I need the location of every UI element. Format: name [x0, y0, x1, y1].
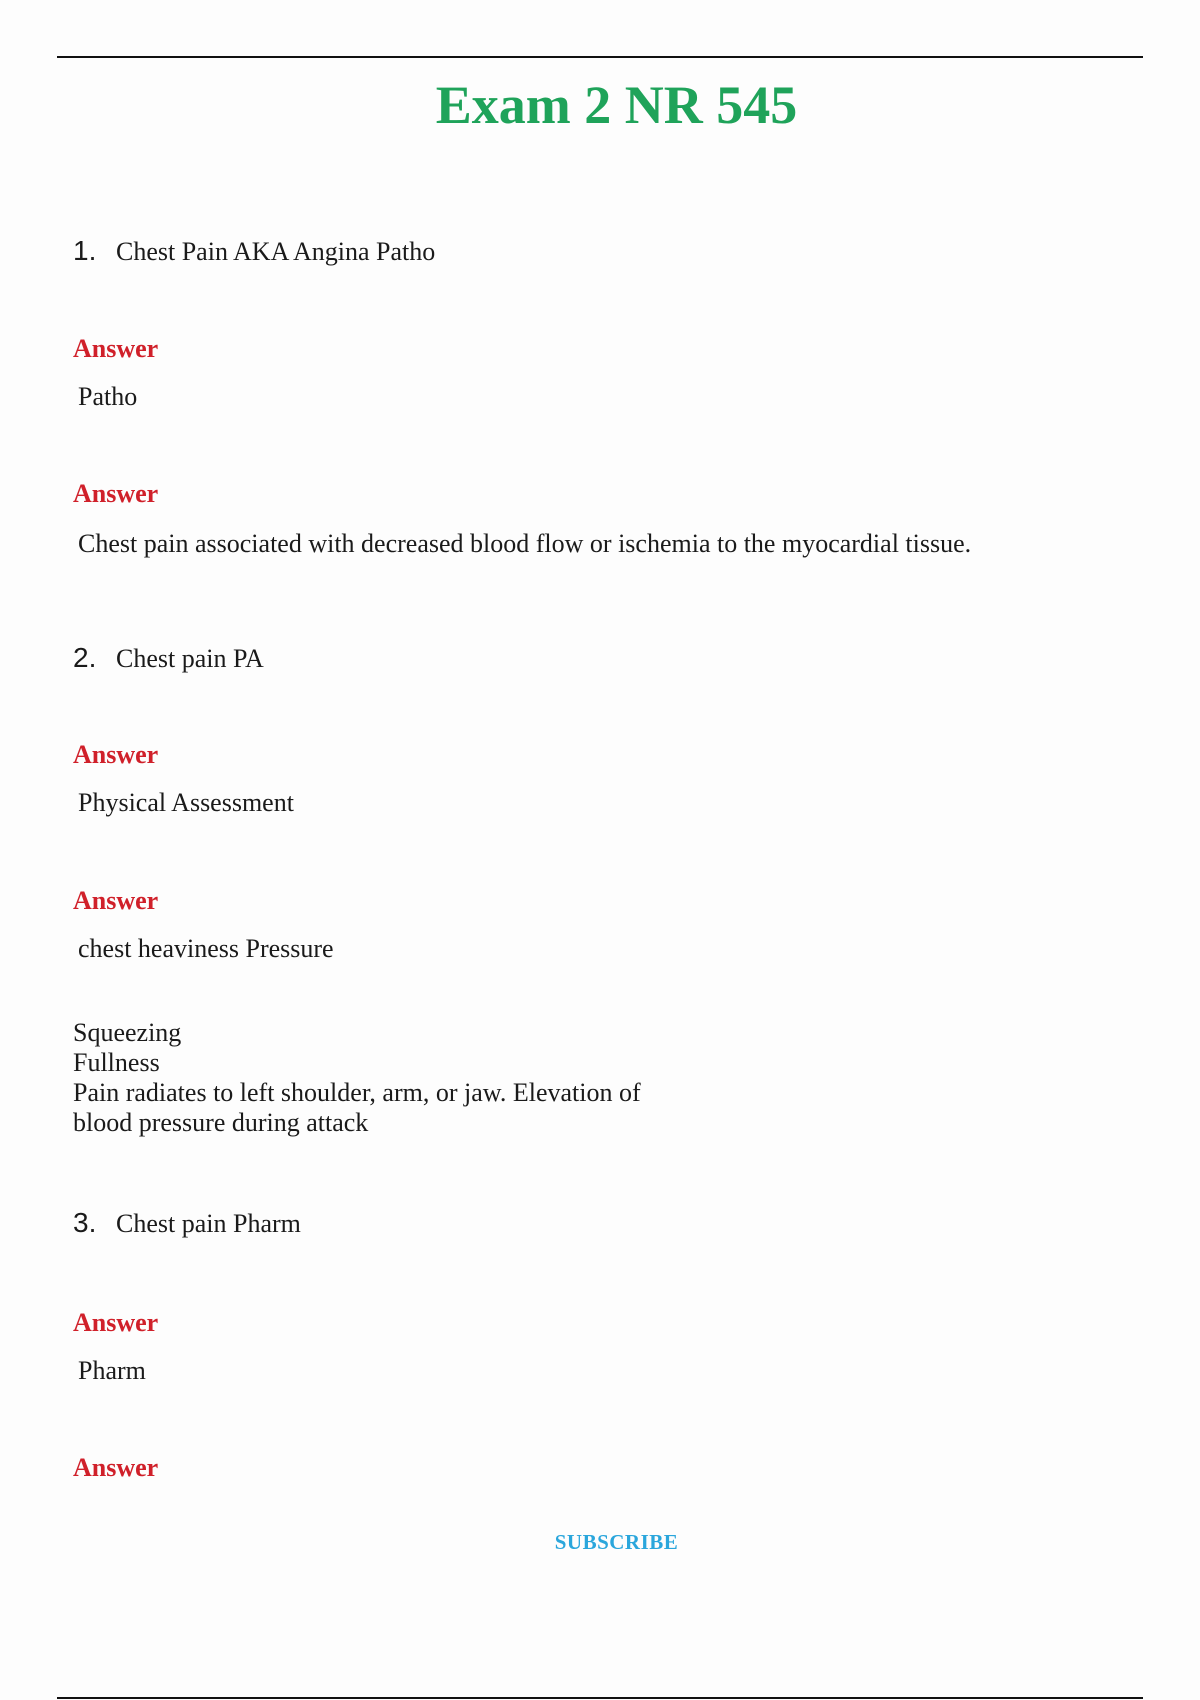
- answer-detail-line: Fullness: [73, 1048, 160, 1077]
- answer-label: Answer: [73, 1308, 159, 1337]
- question-3: [73, 1206, 301, 1241]
- answer-text: Chest pain associated with decreased blood flow or ischemia to the myocardial tissue.: [78, 529, 972, 558]
- answer-text: chest heaviness Pressure: [78, 934, 334, 963]
- answer-detail-line: blood pressure during attack: [73, 1108, 369, 1137]
- answer-text: Patho: [78, 382, 138, 411]
- top-divider: [57, 56, 1143, 58]
- question-1: [73, 234, 435, 269]
- answer-label: Answer: [73, 334, 159, 363]
- question-text: Chest pain PA: [116, 644, 264, 673]
- document-title: Exam 2 NR 545: [435, 75, 798, 135]
- answer-text: Pharm: [78, 1356, 146, 1385]
- subscribe-button[interactable]: SUBSCRIBE: [0, 1530, 1200, 1555]
- question-number: 2.: [73, 642, 97, 673]
- question-number: 3.: [73, 1207, 97, 1238]
- answer-detail-line: Squeezing: [73, 1018, 182, 1047]
- answer-label: Answer: [73, 479, 159, 508]
- bottom-divider: [57, 1697, 1143, 1699]
- answer-label: Answer: [73, 1453, 159, 1482]
- answer-detail-block: [73, 1018, 641, 1138]
- question-text: Chest pain Pharm: [116, 1209, 301, 1238]
- answer-text: Physical Assessment: [78, 788, 294, 817]
- answer-detail-line: Pain radiates to left shoulder, arm, or jaw. Elevation of: [73, 1078, 641, 1107]
- question-2: [73, 641, 264, 676]
- answer-label: Answer: [73, 886, 159, 915]
- question-number: 1.: [73, 235, 97, 266]
- answer-label: Answer: [73, 740, 159, 769]
- question-text: Chest Pain AKA Angina Patho: [116, 237, 436, 266]
